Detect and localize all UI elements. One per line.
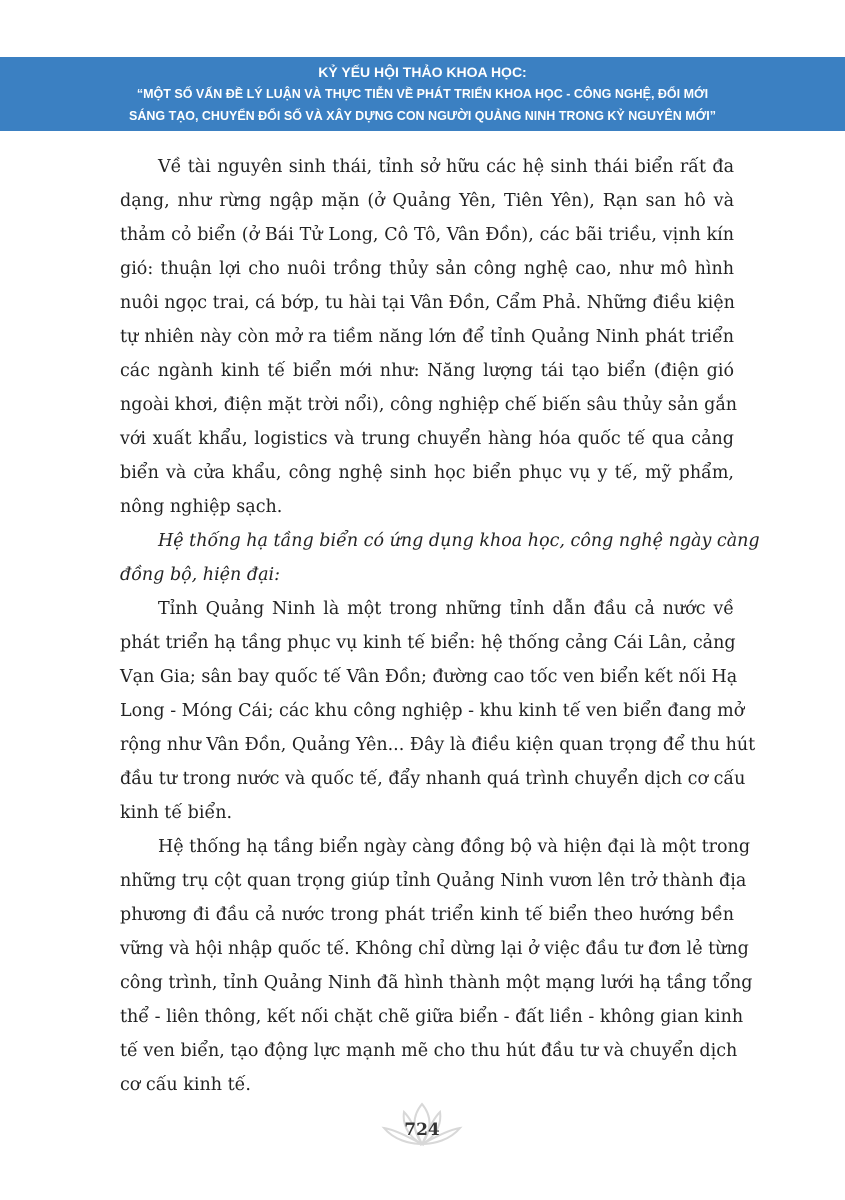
text-line: với xuất khẩu, logistics và trung chuyển hàng hóa quốc tế qua cảng [120, 429, 734, 449]
text-line: cơ cấu kinh tế. [120, 1075, 251, 1095]
text-line: công trình, tỉnh Quảng Ninh đã hình thành một mạng lưới hạ tầng tổng [120, 973, 753, 993]
text-line: nuôi ngọc trai, cá bớp, tu hài tại Vân Đồn, Cẩm Phả. Những điều kiện [120, 293, 735, 313]
paragraph [120, 150, 738, 524]
text-line: những trụ cột quan trọng giúp tỉnh Quảng Ninh vươn lên trở thành địa [120, 871, 747, 891]
text-line: nông nghiệp sạch. [120, 497, 283, 517]
header-subtitle-line2: SÁNG TẠO, CHUYỂN ĐỔI SỐ VÀ XÂY DỰNG CON NGƯỜI QUẢNG NINH TRONG KỶ NGUYÊN MỚI” [128, 109, 716, 123]
header-title: KỶ YẾU HỘI THẢO KHOA HỌC: [318, 64, 527, 80]
paragraph [120, 524, 760, 592]
text-line: thể - liên thông, kết nối chặt chẽ giữa biển - đất liền - không gian kinh [120, 1007, 744, 1027]
text-line: đồng bộ, hiện đại: [120, 565, 280, 585]
header-subtitle-line1: “MỘT SỐ VẤN ĐỀ LÝ LUẬN VÀ THỰC TIỄN VỀ PHÁT TRIỂN KHOA HỌC - CÔNG NGHỆ, ĐỔI MỚI [136, 87, 709, 101]
text-line: Long - Móng Cái; các khu công nghiệp - khu kinh tế ven biển đang mở [120, 701, 745, 721]
text-line: vững và hội nhập quốc tế. Không chỉ dừng lại ở việc đầu tư đơn lẻ từng [120, 939, 749, 959]
text-line: biển và cửa khẩu, công nghệ sinh học biển phục vụ y tế, mỹ phẩm, [120, 463, 734, 483]
text-line: ngoài khơi, điện mặt trời nổi), công nghiệp chế biến sâu thủy sản gắn [120, 395, 738, 415]
text-line: các ngành kinh tế biển mới như: Năng lượng tái tạo biển (điện gió [120, 361, 734, 381]
text-line: dạng, như rừng ngập mặn (ở Quảng Yên, Tiên Yên), Rạn san hô và [120, 191, 734, 211]
text-line: kinh tế biển. [120, 803, 233, 823]
text-line: Tỉnh Quảng Ninh là một trong những tỉnh dẫn đầu cả nước về [158, 599, 734, 619]
text-line: tế ven biển, tạo động lực mạnh mẽ cho thu hút đầu tư và chuyển dịch [120, 1041, 738, 1061]
text-line: Vạn Gia; sân bay quốc tế Vân Đồn; đường cao tốc ven biển kết nối Hạ [120, 667, 738, 687]
text-line: đầu tư trong nước và quốc tế, đẩy nhanh quá trình chuyển dịch cơ cấu [120, 769, 746, 789]
text-line: thảm cỏ biển (ở Bái Tử Long, Cô Tô, Vân Đồn), các bãi triều, vịnh kín [120, 225, 734, 245]
text-line: phương đi đầu cả nước trong phát triển kinh tế biển theo hướng bền [120, 905, 734, 925]
text-line: gió: thuận lợi cho nuôi trồng thủy sản công nghệ cao, như mô hình [120, 259, 734, 279]
text-line: tự nhiên này còn mở ra tiềm năng lớn để tỉnh Quảng Ninh phát triển [120, 327, 734, 347]
text-line: Về tài nguyên sinh thái, tỉnh sở hữu các hệ sinh thái biển rất đa [158, 157, 734, 177]
header-banner [0, 57, 845, 131]
page-number: 724 [404, 1120, 440, 1140]
paragraph [120, 830, 753, 1102]
paragraph [120, 592, 756, 830]
text-line: Hệ thống hạ tầng biển ngày càng đồng bộ và hiện đại là một trong [158, 837, 751, 857]
text-line: rộng như Vân Đồn, Quảng Yên... Đây là điều kiện quan trọng để thu hút [120, 735, 756, 755]
text-line: phát triển hạ tầng phục vụ kinh tế biển: hệ thống cảng Cái Lân, cảng [120, 633, 736, 653]
body-text [120, 150, 760, 1102]
text-line: Hệ thống hạ tầng biển có ứng dụng khoa học, công nghệ ngày càng [158, 531, 760, 551]
page-footer [372, 1100, 472, 1150]
